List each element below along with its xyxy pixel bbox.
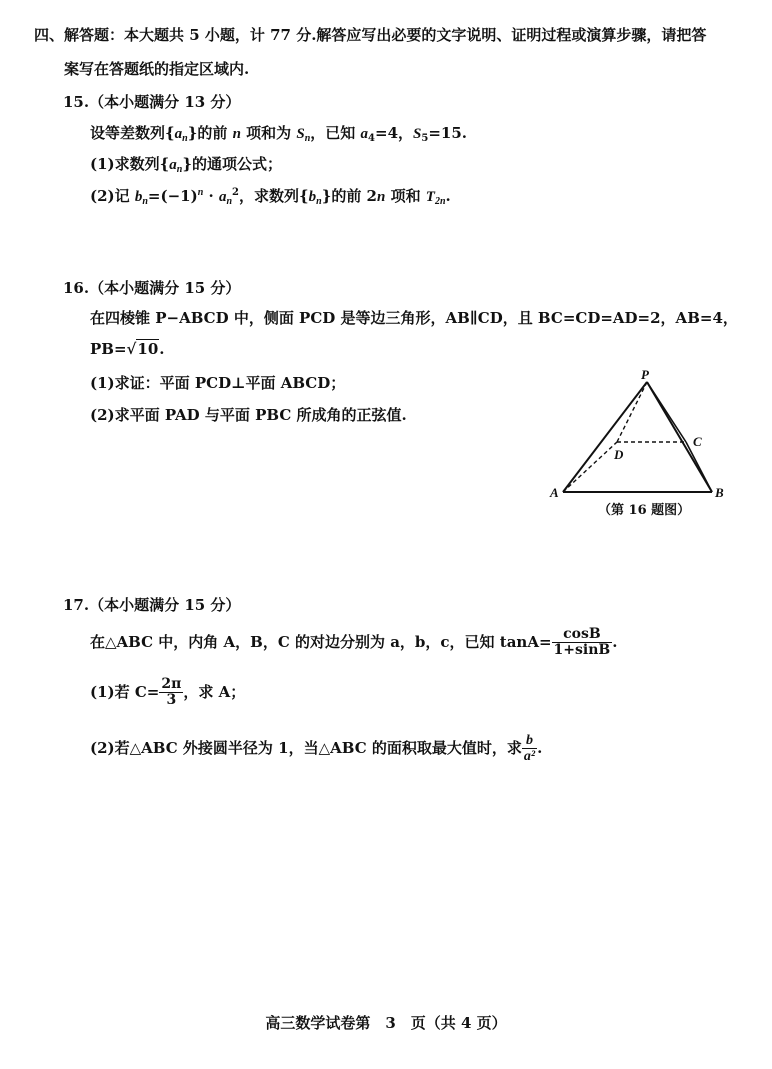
edge-BC — [686, 442, 712, 492]
q15-part2: (2)记 $b_n=(-1)^n \cdot a_n^2$，求数列$\{b_n\}$的前 2n 项和 $T_{2n}$. — [90, 187, 451, 207]
edge-PB — [647, 382, 712, 492]
q15-part1: (1)求数列$\{a_n\}$的通项公式； — [90, 155, 282, 175]
edge-PC — [647, 382, 686, 442]
figure-caption: （第 16 题图） — [598, 503, 691, 518]
label-P: P — [641, 367, 649, 382]
edge-AD — [563, 442, 617, 492]
q16-part2: (2)求平面 PAD 与平面 PBC 所成角的正弦值. — [90, 406, 407, 424]
q16-stem: 在四棱锥 P−ABCD 中，侧面 PCD 是等边三角形，AB∥CD，且 BC=CD=AD=2，AB=4， — [90, 309, 738, 327]
q16-header: 16.（本小题满分 15 分） — [63, 279, 241, 297]
section-heading-cont: 案写在答题纸的指定区域内. — [64, 60, 250, 78]
edge-PD — [617, 382, 647, 442]
page-footer: 高三数学试卷第 3 页（共 4 页） — [265, 1014, 507, 1032]
q15-stem: 设等差数列$\{a_n\}$的前 n 项和为 $S_n$，已知 $a_4=4$，$S_5=15$. — [90, 124, 467, 144]
q17-stem: 在△ABC 中，内角 A，B，C 的对边分别为 a，b，c，已知 tanA= $\frac{\cos B}{1+\sin B}$ . — [90, 626, 618, 659]
label-B: B — [715, 485, 724, 500]
q16-pb: PB=√10. — [90, 340, 165, 358]
label-A: A — [550, 485, 559, 500]
edge-PA — [563, 382, 647, 492]
label-C: C — [693, 434, 702, 449]
label-D: D — [614, 447, 624, 462]
section-heading: 四、解答题：本大题共 5 小题，计 77 分.解答应写出必要的文字说明、证明过程或演算步骤，请把答 — [34, 26, 707, 44]
q17-part1: (1)若 C= $\frac{2\pi}{3}$ ，求 A； — [90, 676, 246, 709]
q17-part2: (2)若△ABC 外接圆半径为 1，当△ABC 的面积取最大值时，求 $\frac{b}{\text{a²}}$ . — [90, 733, 543, 765]
q17-header: 17.（本小题满分 15 分） — [63, 596, 241, 614]
q16-part1: (1)求证：平面 PCD⊥平面 ABCD； — [90, 374, 346, 392]
q15-header: 15.（本小题满分 13 分） — [63, 93, 241, 111]
